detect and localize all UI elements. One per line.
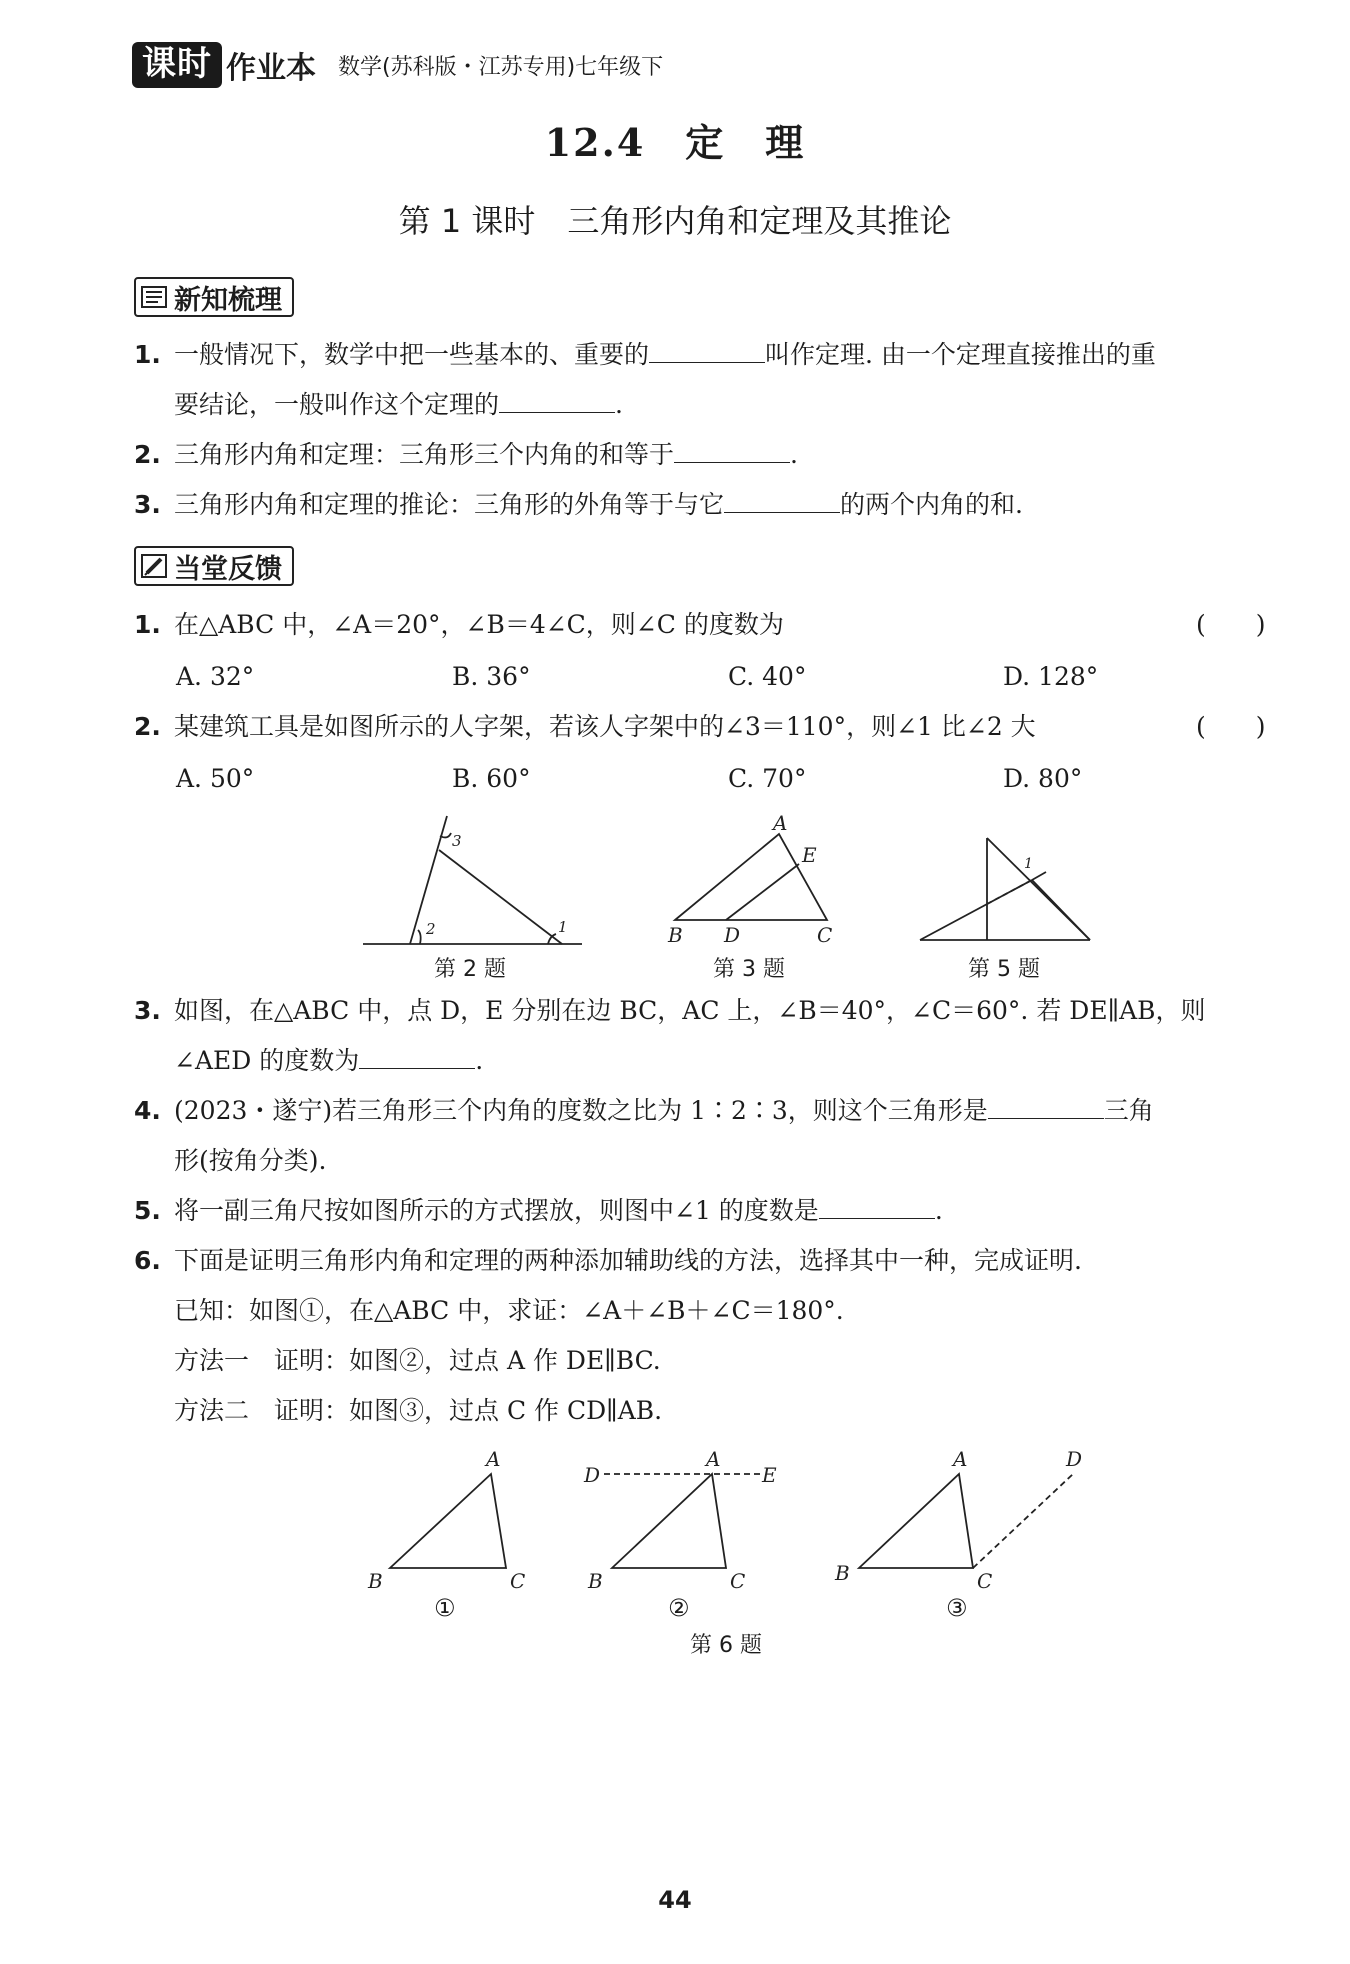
item-text: 叫作定理. 由一个定理直接推出的重 (765, 340, 1156, 369)
point-label: A (706, 1447, 721, 1471)
question-text: . (934, 1196, 943, 1225)
figure-caption: 第 3 题 (713, 957, 785, 982)
item-number: 1. (134, 340, 161, 369)
question-text: 下面是证明三角形内角和定理的两种添加辅助线的方法，选择其中一种，完成证明. (174, 1246, 1082, 1275)
subject-info: 数学(苏科版・江苏专用)七年级下 (338, 54, 664, 80)
figure-q6-3 (834, 1447, 1082, 1593)
question-number: 3. (134, 996, 161, 1025)
question-number: 6. (134, 1246, 161, 1275)
point-label: A (486, 1447, 501, 1471)
question-number: 2. (134, 712, 161, 741)
item-text: . (615, 390, 623, 419)
question-text: 某建筑工具是如图所示的人字架，若该人字架中的∠3＝110°，则∠1 比∠2 大 (174, 712, 1036, 741)
option-a[interactable]: A. 50° (176, 764, 255, 793)
point-label: B (668, 923, 683, 947)
lesson-title: 第 1 课时 三角形内角和定理及其推论 (398, 202, 952, 240)
angle-label: 3 (452, 832, 462, 850)
point-label: D (724, 923, 741, 947)
answer-parentheses[interactable]: ( ) (1196, 610, 1266, 639)
brand-name: 作业本 (226, 51, 316, 86)
section-badge-label: 当堂反馈 (174, 553, 282, 585)
option-c[interactable]: C. 40° (728, 662, 807, 691)
question-6-given: 已知：如图①，在△ABC 中，求证：∠A＋∠B＋∠C＝180°. (174, 1296, 844, 1325)
point-label: D (1066, 1447, 1083, 1471)
point-label: E (802, 843, 817, 867)
angle-label: 2 (426, 920, 436, 938)
question-text: 在△ABC 中，∠A＝20°，∠B＝4∠C，则∠C 的度数为 (174, 610, 784, 639)
option-d[interactable]: D. 128° (1003, 662, 1099, 691)
question-6-method-2: 方法二 证明：如图③，过点 C 作 CD∥AB. (174, 1396, 663, 1425)
item-text: 一般情况下，数学中把一些基本的、重要的 (174, 340, 650, 369)
option-c[interactable]: C. 70° (728, 764, 807, 793)
figure-caption: 第 6 题 (690, 1633, 762, 1658)
point-label: B (588, 1569, 603, 1593)
section-badge-label: 新知梳理 (174, 284, 282, 316)
answer-parentheses[interactable]: ( ) (1196, 712, 1266, 741)
question-text: 如图，在△ABC 中，点 D，E 分别在边 BC，AC 上，∠B＝40°，∠C＝60°. 若 DE∥AB，则 (174, 996, 1206, 1025)
point-label: A (953, 1447, 968, 1471)
figure-caption: 第 2 题 (434, 957, 506, 982)
point-label: A (773, 811, 788, 835)
point-label: C (817, 923, 833, 947)
brand-logo: 课时 (132, 42, 222, 88)
figure-q6-1 (367, 1447, 525, 1593)
figure-number: ② (668, 1594, 690, 1622)
page-number: 44 (658, 1886, 692, 1914)
figure-number: ① (434, 1594, 456, 1622)
question-6-method-1: 方法一 证明：如图②，过点 A 作 DE∥BC. (174, 1346, 661, 1375)
question-number: 5. (134, 1196, 161, 1225)
item-text: . (790, 440, 798, 469)
question-text: . (475, 1046, 484, 1075)
item-text: 三角形内角和定理：三角形三个内角的和等于 (174, 440, 675, 469)
question-text: ∠AED 的度数为 (174, 1046, 360, 1075)
point-label: C (510, 1569, 526, 1593)
question-4-cont: 形(按角分类). (174, 1146, 327, 1175)
point-label: B (368, 1569, 383, 1593)
item-number: 3. (134, 490, 161, 519)
angle-label: 1 (1024, 856, 1033, 872)
point-label: B (835, 1561, 850, 1585)
point-label: C (977, 1569, 993, 1593)
point-label: E (762, 1463, 777, 1487)
item-text: 的两个内角的和. (840, 490, 1023, 519)
question-text: 将一副三角尺按如图所示的方式摆放，则图中∠1 的度数是 (174, 1196, 819, 1225)
point-label: C (730, 1569, 746, 1593)
question-number: 4. (134, 1096, 161, 1125)
question-text: (2023・遂宁)若三角形三个内角的度数之比为 1∶2∶3，则这个三角形是 (174, 1096, 988, 1125)
option-a[interactable]: A. 32° (176, 662, 255, 691)
item-text: 三角形内角和定理的推论：三角形的外角等于与它 (174, 490, 725, 519)
question-text: 三角 (1103, 1096, 1154, 1125)
point-label: D (584, 1463, 601, 1487)
item-text: 要结论，一般叫作这个定理的 (174, 390, 500, 419)
figure-number: ③ (946, 1594, 968, 1622)
option-b[interactable]: B. 36° (452, 662, 531, 691)
figure-q6-2 (583, 1447, 777, 1593)
option-d[interactable]: D. 80° (1003, 764, 1083, 793)
angle-label: 1 (558, 918, 568, 936)
option-b[interactable]: B. 60° (452, 764, 531, 793)
question-number: 1. (134, 610, 161, 639)
figure-caption: 第 5 题 (968, 957, 1040, 982)
section-title: 12.4 定 理 (544, 120, 806, 165)
item-number: 2. (134, 440, 161, 469)
